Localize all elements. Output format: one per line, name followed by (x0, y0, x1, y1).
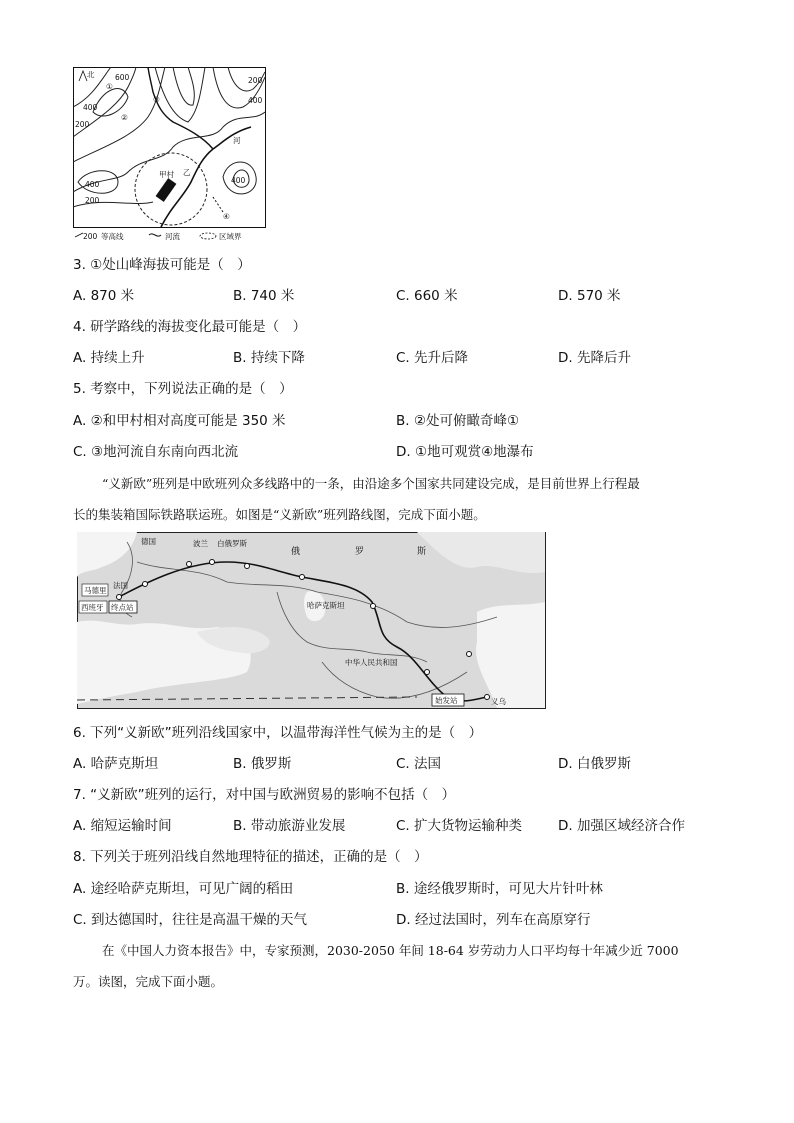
q6-option-c[interactable]: C. 法国 (396, 756, 442, 772)
q7-option-a[interactable]: A. 缩短运输时间 (73, 818, 172, 834)
label-china: 中华人民共和国 (345, 658, 398, 667)
river-label: 河 (233, 136, 241, 145)
contour-label: 600 (115, 73, 130, 82)
q4-option-d[interactable]: D. 先降后升 (558, 350, 631, 366)
passage-2-line-2: 万。读图，完成下面小题。 (73, 974, 224, 989)
q8-option-c[interactable]: C. 到达德国时，往往是高温干燥的天气 (73, 912, 308, 928)
village-a-label: 甲村 (159, 170, 174, 179)
label-germany: 德国 (141, 537, 156, 546)
question-5-stem: 5. 考察中，下列说法正确的是（ ） (73, 381, 293, 397)
q6-option-d[interactable]: D. 白俄罗斯 (558, 756, 631, 772)
north-label: 北 (87, 70, 95, 79)
marker-1: ① (106, 82, 113, 91)
legend-contour-value: 200 (83, 232, 98, 241)
q7-option-c[interactable]: C. 扩大货物运输种类 (396, 818, 523, 834)
q4-option-c[interactable]: C. 先升后降 (396, 350, 469, 366)
marker-2: ② (121, 113, 128, 122)
label-belarus: 白俄罗斯 (217, 539, 247, 548)
passage-1-line-2: 长的集装箱国际铁路联运班。如图是“义新欧”班列路线图，完成下面小题。 (73, 507, 486, 522)
q5-option-a[interactable]: A. ②和甲村相对高度可能是 350 米 (73, 413, 286, 429)
label-russia-3: 斯 (417, 547, 427, 557)
q3-option-a[interactable]: A. 870 米 (73, 288, 135, 304)
question-8-stem: 8. 下列关于班列沿线自然地理特征的描述，正确的是（ ） (73, 849, 428, 865)
label-poland: 波兰 (193, 539, 208, 548)
contour-label: 400 (85, 180, 100, 189)
legend-contour-label: 等高线 (101, 232, 124, 241)
question-6-stem: 6. 下列“义新欧”班列沿线国家中，以温带海洋性气候为主的是（ ） (73, 725, 483, 741)
q5-option-b[interactable]: B. ②处可俯瞰奇峰① (396, 413, 520, 429)
contour-label: 400 (83, 103, 98, 112)
marker-3: ③ (153, 95, 160, 104)
contour-label: 200 (75, 120, 90, 129)
label-madrid: 马德里 (84, 586, 107, 595)
question-7-stem: 7. “义新欧”班列的运行，对中国与欧洲贸易的影响不包括（ ） (73, 787, 456, 803)
contour-label: 200 (248, 76, 263, 85)
contour-label: 400 (231, 176, 246, 185)
q6-option-b[interactable]: B. 俄罗斯 (233, 756, 292, 772)
contour-label: 200 (85, 196, 100, 205)
label-yiwu: 义乌 (491, 697, 506, 706)
q5-option-c[interactable]: C. ③地河流自东南向西北流 (73, 444, 239, 460)
label-russia-1: 俄 (291, 547, 301, 557)
label-origin: 始发站 (435, 696, 458, 705)
q7-option-d[interactable]: D. 加强区域经济合作 (558, 818, 685, 834)
label-kazakhstan: 哈萨克斯坦 (307, 601, 345, 610)
q8-option-a[interactable]: A. 途经哈萨克斯坦，可见广阔的稻田 (73, 881, 294, 897)
q7-option-b[interactable]: B. 带动旅游业发展 (233, 818, 346, 834)
q3-option-c[interactable]: C. 660 米 (396, 288, 458, 304)
question-4-stem: 4. 研学路线的海拔变化最可能是（ ） (73, 319, 307, 335)
q4-option-b[interactable]: B. 持续下降 (233, 350, 305, 366)
q6-option-a[interactable]: A. 哈萨克斯坦 (73, 756, 159, 772)
label-russia-2: 罗 (355, 547, 365, 557)
passage-1-line-1: “义新欧”班列是中欧班列众多线路中的一条，由沿途多个国家共同建设完成，是目前世界上行程最 (102, 476, 640, 491)
legend-river-label: 河流 (165, 232, 180, 241)
contour-map-figure (73, 67, 268, 245)
village-b-label: 乙 (183, 168, 191, 177)
label-terminal: 终点站 (111, 603, 134, 612)
label-spain: 西班牙 (81, 603, 104, 612)
q3-option-b[interactable]: B. 740 米 (233, 288, 295, 304)
legend-region-label: 区域界 (219, 232, 242, 241)
label-france: 法国 (113, 581, 128, 590)
q8-option-b[interactable]: B. 途经俄罗斯时，可见大片针叶林 (396, 881, 603, 897)
q4-option-a[interactable]: A. 持续上升 (73, 350, 145, 366)
q5-option-d[interactable]: D. ①地可观赏④地瀑布 (396, 444, 534, 460)
q3-option-d[interactable]: D. 570 米 (558, 288, 621, 304)
route-map-figure (77, 532, 547, 710)
contour-label: 400 (248, 96, 263, 105)
question-3-stem: 3. ①处山峰海拔可能是（ ） (73, 257, 251, 273)
q8-option-d[interactable]: D. 经过法国时，列车在高原穿行 (396, 912, 591, 928)
passage-2-line-1: 在《中国人力资本报告》中，专家预测，2030-2050 年间 18-64 岁劳动力人口平均每十年减少近 7000 (102, 943, 679, 958)
marker-4: ④ (223, 212, 230, 221)
